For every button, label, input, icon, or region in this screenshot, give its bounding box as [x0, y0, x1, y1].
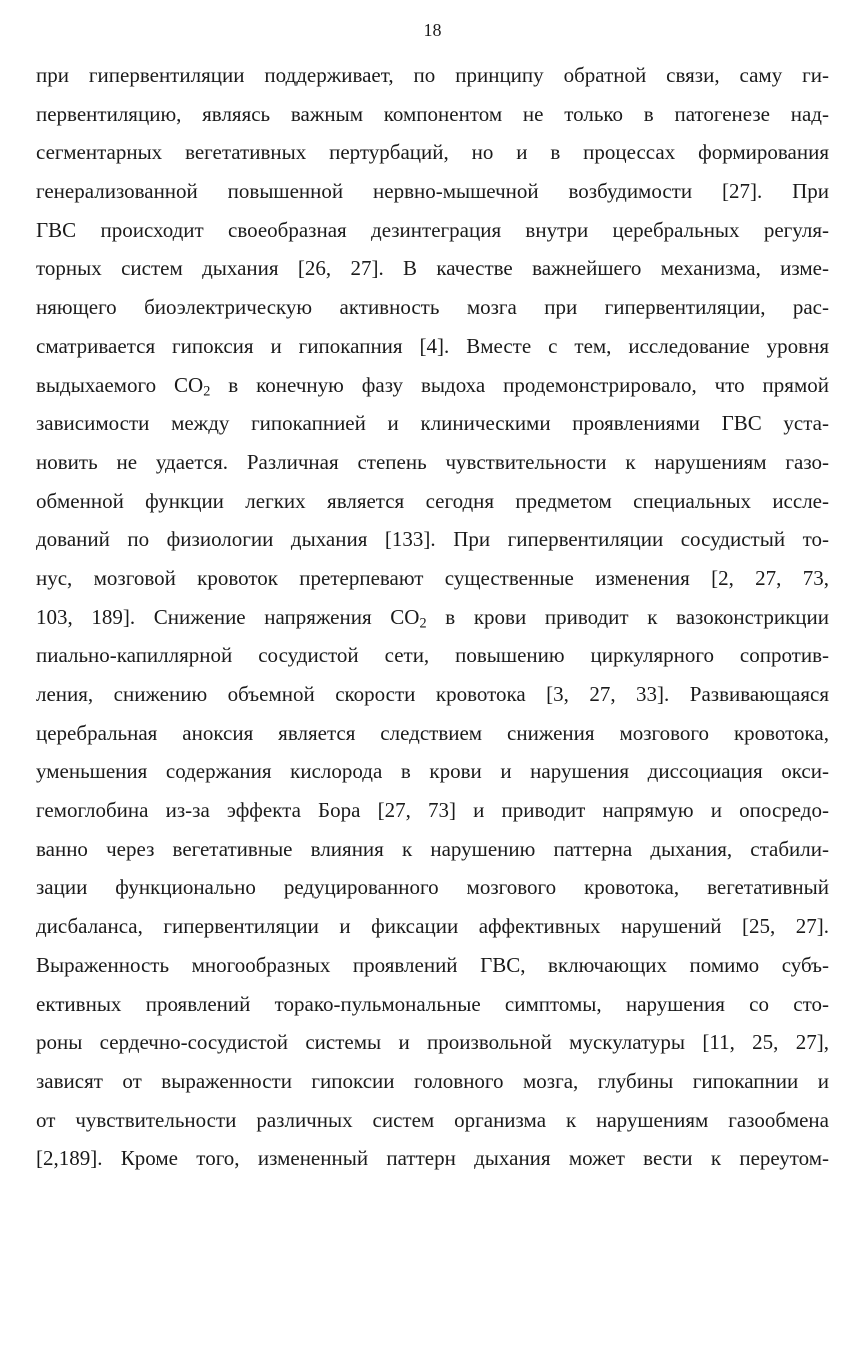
text-line: Выраженность многообразных проявлений ГВС, включающих помимо субъ-	[36, 952, 829, 977]
text-line: выдыхаемого $CO_2$ в конечную фазу выдоха продемонстрировало, что прямой	[36, 372, 829, 400]
text-line: зации функционально редуцированного мозгового кровотока, вегетативный	[36, 875, 829, 900]
text-line: торных систем дыхания [26, 27]. В качестве важнейшего механизма, изме-	[36, 256, 829, 281]
text-line: дисбаланса, гипервентиляции и фиксации аффективных нарушений [25, 27].	[36, 914, 829, 939]
text-line: церебральная аноксия является следствием снижения мозгового кровотока,	[36, 720, 829, 745]
text-line: первентиляцию, являясь важным компонентом не только в патогенезе над-	[36, 101, 829, 126]
text-line: гемоглобина из-за эффекта Бора [27, 73] и приводит напрямую и опосредо-	[36, 798, 829, 823]
text-line: зависят от выраженности гипоксии головного мозга, глубины гипокапнии и	[36, 1068, 829, 1093]
page-number: 18	[423, 20, 442, 40]
text-line: генерализованной повышенной нервно-мышечной возбудимости [27]. При	[36, 179, 829, 204]
text-line: при гипервентиляции поддерживает, по принципу обратной связи, саму ги-	[36, 63, 829, 87]
text-line: от чувствительности различных систем организма к нарушениям газообмена	[36, 1107, 829, 1132]
text-line: [2,189]. Кроме того, измененный паттерн дыхания может вести к переутом-	[36, 1146, 829, 1171]
text-line: роны сердечно-сосудистой системы и произвольной мускулатуры [11, 25, 27],	[36, 1030, 829, 1055]
text-line: ления, снижению объемной скорости кровотока [3, 27, 33]. Развивающаяся	[36, 682, 829, 706]
text-line: уменьшения содержания кислорода в крови и нарушения диссоциация окси-	[36, 759, 829, 784]
text-line: зависимости между гипокапнией и клиническими проявлениями ГВС уста-	[36, 411, 829, 436]
subscript-two: 2	[203, 383, 211, 400]
text-line: ективных проявлений торако-пульмональные симптомы, нарушения со сто-	[36, 991, 829, 1016]
text-line: ГВС происходит своеобразная дезинтеграция внутри церебральных регуля-	[36, 217, 829, 242]
text-line: 103, 189]. Снижение напряжения $CO_2$ в крови приводит к вазоконстрикции	[36, 604, 829, 632]
text-line: ванно через вегетативные влияния к нарушению паттерна дыхания, стабили-	[36, 836, 829, 861]
text-line: пиально-капиллярной сосудистой сети, повышению циркулярного сопротив-	[36, 643, 829, 668]
text-line: дований по физиологии дыхания [133]. При гипервентиляции сосудистый то-	[36, 527, 829, 552]
subscript-two: 2	[419, 615, 427, 632]
text-line: сегментарных вегетативных пертурбаций, но и в процессах формирования	[36, 140, 829, 165]
text-line: няющего биоэлектрическую активность мозга при гипервентиляции, рас-	[36, 295, 829, 320]
text-line: обменной функции легких является сегодня предметом специальных иссле-	[36, 488, 829, 513]
text-line: нус, мозговой кровоток претерпевают существенные изменения [2, 27, 73,	[36, 565, 829, 590]
text-line: новить не удается. Различная степень чувствительности к нарушениям газо-	[36, 449, 829, 474]
body-text	[36, 56, 829, 1178]
text-line: сматривается гипоксия и гипокапния [4]. Вместе с тем, исследование уровня	[36, 333, 829, 358]
